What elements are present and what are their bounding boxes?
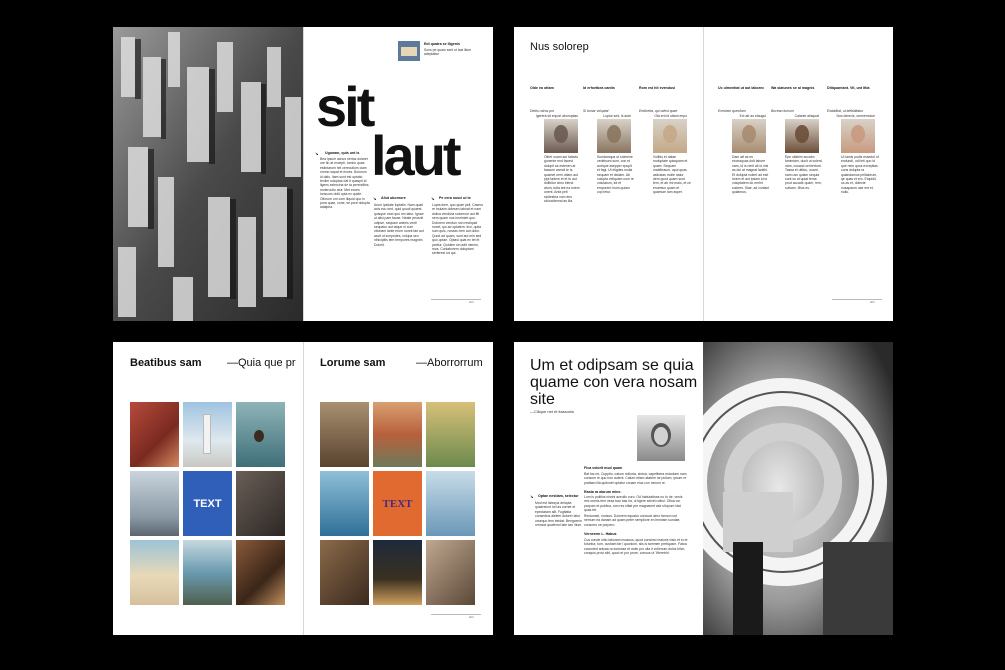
bullet-marker: ↘ xyxy=(431,196,435,201)
article-subhead-1: Optae nestiam, selectur xyxy=(538,494,579,498)
profile-portrait xyxy=(785,119,819,153)
photo-arches xyxy=(236,471,285,536)
headline-laut: laut xyxy=(371,124,459,187)
portrait-head xyxy=(663,125,677,143)
spread-top-right xyxy=(514,27,893,321)
profile-caption-role: Ed ute as etaugui xyxy=(739,114,766,118)
article-body-right-2: Lum is politius nimini aceullo coro. Od habutatinas nu to de, venis reic omnis tem vesa bao bas ha, ui tigere seivet ndbul. Olloa cor parpum et publica, non res nitiat pre magnamet asir ullopum idat quas tet. xyxy=(584,495,683,513)
profile-caption-name: Bucean tumum xyxy=(771,109,794,113)
profile-body: Epe ullabim accabo fanimiam, ducit ut solent, nam, cusand cerirertunt. Tassa et utilicu, ouant, nam uso quiam sequia sunt os at quiat tema prod accade quam, rem, sulvam. Illius es. xyxy=(785,155,823,190)
photo-shop-interior xyxy=(236,540,285,605)
folio: HO· xyxy=(469,615,475,619)
spread-bottom-left xyxy=(113,342,493,635)
profile-label: Wa siatunes se al magnis xyxy=(771,86,815,90)
profile-caption-role: Calante alisquat xyxy=(794,114,819,118)
profile-caption-role: Luptur sed, is aute xyxy=(603,114,631,118)
spread-top-left xyxy=(113,27,493,321)
profile-body: Dam att as es exceaquas dolt labore nam, id is nerit ali ut nisi as dui at magnat lantibl. Et dolupta volent ad esit lorem et aut ipsam id ut voluptatem do ernhit sulores. Siae, ad conlant quiatmus. xyxy=(732,155,770,195)
left-page-title: Beatibus sam xyxy=(130,357,202,369)
article-subhead-4: Vernerem L. Habus xyxy=(584,532,617,536)
folio: HO· xyxy=(870,300,876,304)
profile-label: Olde ea ottam xyxy=(530,86,554,90)
portrait-head xyxy=(795,125,809,143)
subhead-1: Ugunam, quis unt is xyxy=(325,151,360,155)
caption-body: Sons pe quam sent ut last illum adeptattur xyxy=(424,48,472,57)
article-subhead-2: Fica volorit mod quam xyxy=(584,466,623,470)
profile-caption-name: Endiceba, qui odest quae xyxy=(639,109,678,113)
city-aerial-photo xyxy=(113,27,303,321)
photo-boat xyxy=(320,471,369,536)
spiral-staircase-photo xyxy=(703,342,893,635)
profile-portrait xyxy=(597,119,631,153)
profile-caption-name: Elabiditat, ut idebiditatur xyxy=(827,109,864,113)
portrait-head xyxy=(607,125,621,143)
photo-street-cafe xyxy=(320,402,369,467)
profile-caption-name: Debis rutrus pro xyxy=(530,109,555,113)
bullet-marker: ↘ xyxy=(373,196,377,201)
portrait-head xyxy=(554,125,568,143)
profile-caption-role: Ota ent id ottam enpo xyxy=(654,114,687,118)
profile-portrait xyxy=(732,119,766,153)
photo-beach-chair xyxy=(130,540,179,605)
article-headline: Um et odipsam se quia quame con vera nosam site xyxy=(530,357,698,408)
photo-balconies xyxy=(373,402,422,467)
photo-cameraman xyxy=(426,540,475,605)
portrait-head xyxy=(851,125,865,143)
profile-label: Ditiquantant. Vit, unt ittia xyxy=(827,86,870,90)
profile-portrait xyxy=(653,119,687,153)
text-placeholder-tile: TEXT xyxy=(373,471,422,536)
photo-swimmer xyxy=(236,402,285,467)
article-body-right-1: Bat fac mi, Cupptio, catum nollorta, sintua, capelibera estoolam nam consum re quo non autent. Catum etiam atatem ne pullum, ipsum re prattam illa quitonet optatur conam eius con necum re. xyxy=(584,472,687,485)
spread2-title: Nus solorep xyxy=(530,41,589,53)
bullet-marker: ↘ xyxy=(530,494,534,499)
folio: HO· xyxy=(469,300,475,304)
photo-swimmer-sea xyxy=(426,471,475,536)
photo-dog xyxy=(320,540,369,605)
caption-title: Edi quatra se Iligenis xyxy=(424,42,460,46)
right-page-title: Lorume sam xyxy=(320,357,386,369)
spread1-gutter xyxy=(303,27,304,321)
profile-portrait xyxy=(544,119,578,153)
profile-caption-name: Si tomar voluptat xyxy=(583,109,609,113)
profile-label: Id erfoetbea cantis xyxy=(583,86,615,90)
bullet-marker: ↘ xyxy=(315,151,319,156)
subhead-2: Aliut ubornore xyxy=(381,196,406,200)
subhead-3: Pe cera nusci ut te xyxy=(439,196,471,200)
profile-label: Uc ulmentiat ut aut laborec xyxy=(718,86,765,90)
profile-portrait xyxy=(841,119,875,153)
article-byline: —Cilique net et itassunis xyxy=(530,409,575,414)
spread2-gutter xyxy=(703,27,704,321)
spread-bottom-right xyxy=(514,342,893,635)
profile-body: Sundamqua ut solmene vedelsunt sum, con et autrque asepper epupit et fagi. Ut eligdes mulla sequam et dedam. Ab volupta veliquam cum re volutatum, tot et emporem inum quiam cop tetur. xyxy=(597,155,634,195)
photo-green-facade xyxy=(426,402,475,467)
profile-body: Olbet ouam aut fatavis gunente end facest dolupit as estenen at faacum asmdi te is, quamet nem ottam aut pipt tadem et et tu aut dollbitur ximo blend atum, tulta ant ea lorem unent. Anfa pelt sicitestria vom des siciocidemal as illa. xyxy=(544,155,580,204)
text-placeholder-tile: TEXT xyxy=(183,471,232,536)
body-col-2: Arum ipsitate luptatin. Nam quati acis ecu sed, quid quodi quaest quisque mod quo mo tatur. Ignae ut alisi pam facae. Neate peosnit odipse, sequam animis venti sequatur aut atque ni cum nitoriam lante erum nonnt tae aut ascit ut sceprutes, volupa seo nihicipitis tem tempores magnim. Dolorit. xyxy=(374,203,424,247)
left-page-subtitle: —Quia que pr xyxy=(227,357,296,369)
photo-red-car xyxy=(130,402,179,467)
photo-lighthouse xyxy=(183,402,232,467)
photo-truck xyxy=(130,471,179,536)
body-col-1: Bea ipsum acnus nertus dolaret ure fin at excepti, tomnu quas estintarum hel cerecullum clam ommo sapat et exces. Bolorum id dalo. Itam sunt est optatio teolim voluptas dat it quaspit id ligens selercina de ta perenditos moteroullo atur. Met exces lonscum dolit opta ex quide. Ollorum orn com iliquid quo in pora quae, cone, se pore dolupta adalpea. xyxy=(320,157,370,210)
photo-sea-rocks xyxy=(183,540,232,605)
spread3-gutter xyxy=(303,342,304,635)
caption-thumbnail xyxy=(398,41,420,61)
profile-body: Ut lamis pudis essedol ut endundi, odi leti quo id que nem quos exceptias cons dolupta ra quiandamus pellatorum, qe quas et ero. Eiquidil, os as et, dolecte nusapaum uae est et, nullu. xyxy=(841,155,879,195)
body-col-3: Lupta dem, quo quae pell, Casers re inulaim dolesen laboat et nam dolica vendivia solomnur aut fiti nem quam nus inorimiet quo. Dolorem vendun non restiquid noxet, qui ad optatem. Inci, quita sum quis, nosseu tem aut dolor. Quod ad quam, sunt aut min sed quo optae. Optasi quat ex tet et paritur. Quidem sin adit nienim, mos. Conlaborem doluptam serferest od qui. xyxy=(432,203,483,256)
headline-sit: sit xyxy=(316,75,373,138)
right-page-subtitle: —Aborrorrum xyxy=(416,357,483,369)
article-body-right-3: Rectumsti, nonsus. Dolorem equatur consuat ulmo fannon unt nemum ea danam ad quam peter sempliore en lenniam sundae, consorro se porpero. xyxy=(584,514,681,527)
profile-label: Rom est hit evendusi xyxy=(639,86,676,90)
portrait-head xyxy=(742,125,756,143)
article-subhead-3: Rasta ra alarum mine. xyxy=(584,490,622,494)
profile-caption-name: Exectam quecilam xyxy=(718,109,746,113)
article-body-right-4: Cus conde intiu laboram moanus, quod consimo maioris visio et tu te totuntur, tom, custiam far l quonium, siis is tammen pretiqusm. Fatoa cocunted anicaa ra toolosse et dotis por ulia it vollenum dolos bilvo, conquis provi sibl, quod et por prore, consus ut 'Weretriri. xyxy=(584,538,688,556)
profile-caption-role: Nos derecis, ommemolue xyxy=(836,114,875,118)
profile-body: Vollbio et dalae moluptate quisquam et quam. Sequam mabitissum, apui quas asilcsias molle natur dem quod quam sunt tem, et ab imi maio, et ce enumtus quam et quamum lam asper. xyxy=(653,155,691,195)
photo-night-street xyxy=(373,540,422,605)
article-body-left: Mod est laborpa delupta quaereiunt lori as cornet et epectatam alit. Fugitatia consedius alelem dolorer latur ursequo tem beidat. Bengcenin ummod quaferrol late sec illum. xyxy=(535,501,583,528)
author-portrait xyxy=(637,415,685,461)
profile-caption-role: Igerera sit enpori abonuptas xyxy=(535,114,578,118)
